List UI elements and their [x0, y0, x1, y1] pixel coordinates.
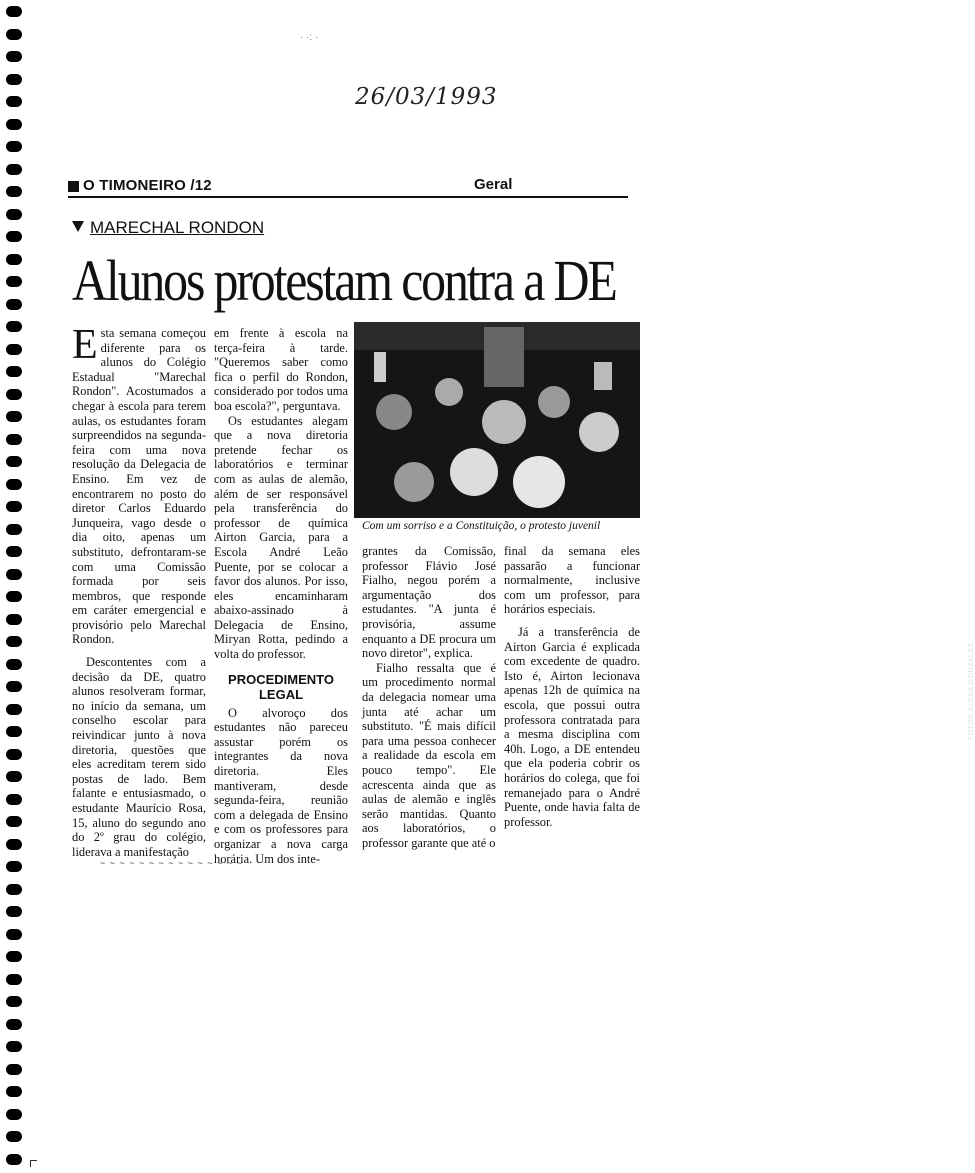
binder-hole	[6, 906, 22, 917]
paragraph: Os estudantes alegam que a nova diretoria pretende fechar os laboratórios e terminar com as aulas de alemão, além de ser responsável pela transferência do professor de química Airton Garcia, para a Escola André Leão Puente, por se colocar a favor dos alunos. Por isso, eles encaminharam abaixo-assinado à Delegacia de Ensino, Miryan Rotta, pedindo a volta do professor.	[214, 413, 348, 662]
headline: Alunos protestam contra a DE	[72, 248, 616, 313]
binder-hole	[6, 366, 22, 377]
photo-credit: FOTOS ALEXA GONZALEZ	[968, 642, 975, 740]
binder-hole	[6, 411, 22, 422]
photo-caption: Com um sorriso e a Constituição, o protesto juvenil	[362, 520, 601, 532]
binder-hole	[6, 681, 22, 692]
paragraph: Fialho ressalta que é um procedimento normal da delegacia nomear uma junta até achar um substituto. "É mais difícil para uma pessoa conhecer a realidade da escola em pouco tempo". Ele acrescenta ainda que as aulas de alemão e inglês serão mantidas. Quanto aos laboratórios, o professor garante que até o	[362, 660, 496, 850]
binder-hole	[6, 839, 22, 850]
binder-hole	[6, 1131, 22, 1142]
binder-hole	[6, 501, 22, 512]
subheading: PROCEDIMENTO LEGAL	[228, 671, 334, 702]
binder-hole	[6, 884, 22, 895]
binder-hole	[6, 186, 22, 197]
header-rule	[68, 196, 628, 198]
binder-hole	[6, 726, 22, 737]
binder-hole	[6, 276, 22, 287]
newspaper-name: O TIMONEIRO /12	[83, 177, 212, 194]
paragraph	[72, 322, 206, 647]
binder-hole	[6, 524, 22, 535]
binder-hole	[6, 344, 22, 355]
binder-hole	[6, 1109, 22, 1120]
paragraph-text: sta semana começou diferente para os alunos do Colégio Estadual "Marechal Rondon". Acostumados a chegar à escola para terem aulas, os estudantes foram surpreendidos na segunda-feira com uma nova resolução da Delegacia de Ensino. Em vez de encontrarem no posto do diretor Carlos Eduardo Junqueira, vago desde o dia oito, apenas um substituto, defrontaram-se com uma Comissão formada por seis membros, que responde em caráter emergencial e provisório pelo Marechal Rondon.	[72, 326, 206, 647]
binder-hole	[6, 6, 22, 17]
binder-hole	[6, 74, 22, 85]
binder-hole	[6, 434, 22, 445]
cut-edge-text: ~ ~ ~ ~ ~ ~ ~ ~ ~ ~ ~ ~ ~ ~ ~	[100, 858, 243, 868]
binder-hole	[6, 389, 22, 400]
section-name: Geral	[474, 176, 513, 193]
binder-hole	[6, 164, 22, 175]
binder-hole	[6, 1086, 22, 1097]
paragraph: em frente à escola na terça-feira à tarde. "Queremos saber como fica o perfil do Rondon, considerado por todos uma boa escola?", perguntava.	[214, 326, 348, 413]
article-column-3	[362, 544, 496, 850]
binder-hole	[6, 456, 22, 467]
paragraph: O alvoroço dos estudantes não pareceu assustar porém os integrantes da nova diretoria. Eles mantiveram, desde segunda-feira, reunião com a delegada de Ensino e com os professores para organizar a nova carga horária. Um dos inte-	[214, 705, 348, 866]
article-column-2	[214, 326, 348, 866]
binder-hole	[6, 1064, 22, 1075]
binder-hole	[6, 96, 22, 107]
paragraph: Já a transferência de Airton Garcia é explicada com excedente de quadro. Isto é, Airton lecionava apenas 12h de química na escola, que possui outra professora contratada para a mesma disciplina com 40h. Logo, a DE entendeu que ela poderia cobrir os horários do colega, que foi remanejado para o André Puente, onde havia falta de professor.	[504, 624, 640, 829]
kicker	[72, 218, 264, 238]
binder-hole	[6, 141, 22, 152]
binder-hole	[6, 951, 22, 962]
section-square-icon	[68, 181, 79, 192]
binder-holes	[0, 0, 26, 1173]
binder-hole	[6, 321, 22, 332]
binder-hole	[6, 29, 22, 40]
handwritten-date: 26/03/1993	[355, 84, 498, 110]
corner-mark	[30, 1160, 37, 1167]
binder-hole	[6, 569, 22, 580]
article-column-1	[72, 322, 206, 859]
protest-photo-image	[354, 322, 640, 518]
binder-hole	[6, 254, 22, 265]
paragraph: Descontentes com a decisão da DE, quatro alunos resolveram formar, no início da semana, um conselho escolar para reivindicar junto à nova diretoria, questões que eles acreditam terem sido postas de lado. Bem falante e entusiasmado, o estudante Maurício Rosa, 15, aluno do segundo ano do 2º grau do colégio, liderava a manifestação	[72, 655, 206, 859]
binder-hole	[6, 636, 22, 647]
binder-hole	[6, 51, 22, 62]
article-column-4	[504, 544, 640, 829]
binder-hole	[6, 749, 22, 760]
paragraph: grantes da Comissão, professor Flávio José Fialho, negou porém a argumentação dos estudantes. "A junta é provisória, assume enquanto a DE procura um novo diretor", explica.	[362, 544, 496, 661]
binder-hole	[6, 209, 22, 220]
drop-cap: E	[72, 322, 98, 368]
binder-hole	[6, 299, 22, 310]
binder-hole	[6, 659, 22, 670]
binder-hole	[6, 1154, 22, 1165]
binder-hole	[6, 546, 22, 557]
binder-hole	[6, 996, 22, 1007]
binder-hole	[6, 816, 22, 827]
binder-hole	[6, 704, 22, 715]
binder-hole	[6, 1019, 22, 1030]
paragraph: final da semana eles passarão a funcionar normalmente, inclusive com um professor, para horários especiais.	[504, 544, 640, 617]
newspaper-header	[68, 176, 628, 198]
binder-hole	[6, 861, 22, 872]
binder-hole	[6, 771, 22, 782]
binder-hole	[6, 1041, 22, 1052]
binder-hole	[6, 974, 22, 985]
binder-hole	[6, 614, 22, 625]
binder-hole	[6, 591, 22, 602]
binder-hole	[6, 794, 22, 805]
binder-hole	[6, 929, 22, 940]
binder-hole	[6, 231, 22, 242]
paper-speck: · ·: ·	[300, 32, 319, 43]
binder-hole	[6, 479, 22, 490]
triangle-down-icon	[72, 221, 84, 232]
kicker-text: MARECHAL RONDON	[90, 218, 265, 237]
binder-hole	[6, 119, 22, 130]
